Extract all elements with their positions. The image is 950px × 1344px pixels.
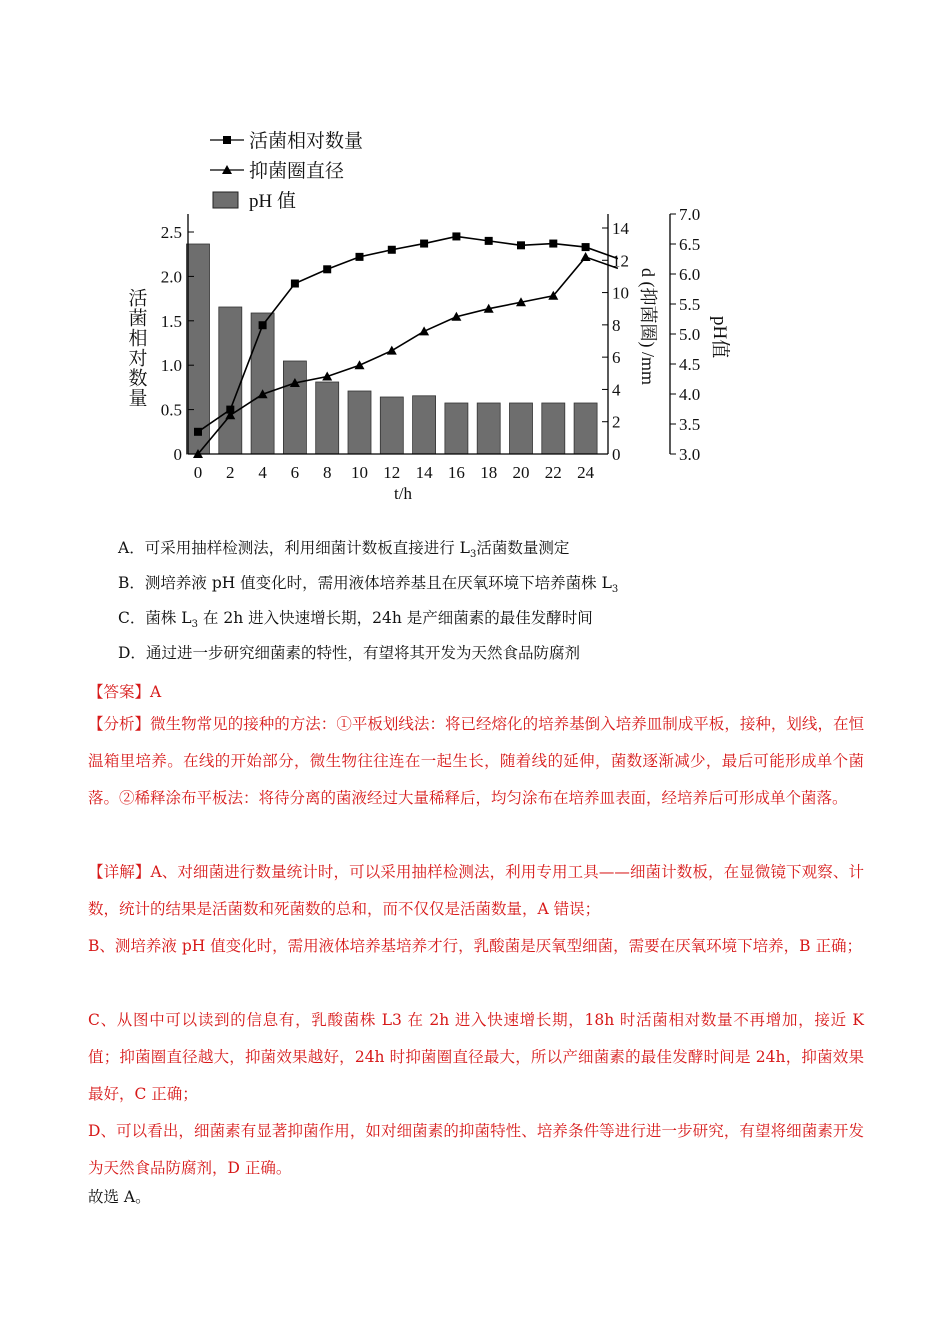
answer-label: 【答案】 (88, 683, 151, 701)
viable-count-point (388, 246, 396, 254)
detail-label: 【详解】 (88, 863, 151, 881)
legend-label: 抑菌圈直径 (249, 161, 345, 182)
left-axis-label: 活菌相对数量 (125, 288, 147, 408)
left-tick-label: 0.5 (160, 400, 182, 420)
option-a: A．可采用抽样检测法，利用细菌计数板直接进行 $L_3$活菌数量测定 (118, 539, 570, 561)
mid-tick-label: 4 (612, 380, 621, 400)
chart-legend (210, 130, 363, 212)
mid-tick-label: 8 (612, 315, 621, 335)
mid-tick-label: 14 (612, 219, 629, 238)
left-tick-label: 2.5 (160, 223, 182, 242)
legend-square-marker (223, 136, 231, 144)
x-tick-label: 14 (415, 463, 433, 482)
ph-bar (542, 403, 565, 454)
x-tick-label: 24 (577, 463, 595, 482)
viable-count-point (517, 241, 525, 249)
right-tick-label: 3.0 (679, 445, 701, 464)
ph-bar (445, 403, 468, 454)
mid-tick-label: 0 (612, 445, 621, 464)
viable-count-point (291, 280, 299, 288)
left-tick-label: 1.0 (160, 356, 182, 376)
x-tick-label: 0 (193, 463, 203, 482)
inhibition-point (581, 252, 591, 261)
right-tick-label: 7.0 (679, 205, 701, 224)
x-tick-label: 22 (544, 463, 562, 482)
mid-tick-label: 10 (612, 283, 629, 303)
right-tick-label: 5.0 (679, 325, 701, 344)
mid-tick-label: 6 (612, 348, 621, 368)
bacteria-chart (110, 118, 750, 508)
inhibition-point (419, 326, 429, 335)
ph-bar (380, 397, 403, 454)
inhibition-point (355, 360, 365, 369)
legend-label: 活菌相对数量 (249, 131, 364, 152)
viable-count-point (582, 243, 590, 251)
option-b: B．测培养液 pH 值变化时，需用液体培养基且在厌氧环境下培养菌株 $L_3$ (118, 574, 619, 596)
x-tick-label: 2 (226, 463, 235, 482)
option-d: D．通过进一步研究细菌素的特性，有望将其开发为天然食品防腐剂 (118, 644, 580, 662)
detail-d: D、可以看出，细菌素有显著抑菌作用，如对细菌素的抑菌特性、培养条件等进行进一步研究，有望将细菌素开发为天然食品防腐剂，D 正确。 (88, 1122, 864, 1177)
left-tick-label: 2.0 (160, 267, 182, 287)
ph-bar (413, 396, 436, 454)
ph-bar (510, 403, 533, 454)
right-tick-label: 4.5 (679, 355, 701, 374)
viable-count-point (485, 237, 493, 245)
x-tick-label: 8 (322, 463, 332, 482)
option-c: C．菌株 $L_3$ 在 2h 进入快速增长期，24h 是产细菌素的最佳发酵时间 (118, 609, 593, 631)
ph-bar (283, 361, 306, 454)
x-axis-label: t/h (394, 484, 412, 503)
detail-b: B、测培养液 pH 值变化时，需用液体培养基培养才行，乳酸菌是厌氧型细菌，需要在厌氧环境下培养，B 正确； (88, 937, 863, 955)
right-tick-label: 5.5 (679, 295, 701, 314)
viable-count-point (420, 240, 428, 248)
viable-count-point (549, 240, 557, 248)
legend-label: pH 值 (249, 191, 296, 212)
analysis-paragraph (88, 706, 864, 817)
ph-bar (187, 244, 210, 454)
right-tick-label: 3.5 (679, 415, 701, 434)
viable-count-point (452, 232, 460, 240)
left-tick-label: 1.5 (160, 311, 182, 331)
right-tick-label: 6.5 (679, 235, 701, 254)
detail-a-text: A、对细菌进行数量统计时，可以采用抽样检测法，利用专用工具——细菌计数板，在显微镜下观察、计数，统计的结果是活菌数和死菌数的总和，而不仅仅是活菌数量，A 错误； (88, 863, 864, 918)
analysis-label: 【分析】 (88, 715, 151, 733)
analysis-text: 微生物常见的接种的方法：①平板划线法：将已经熔化的培养基倒入培养皿制成平板，接种，划线，在恒温箱里培养。在线的开始部分，微生物往往连在一起生长，随着线的延伸，菌数逐渐减少，最后可能形成单个菌落。②稀释涂布平板法：将待分离的菌液经过大量稀释后，均匀涂布在培养皿表面，经培养后可形成单个菌落。 (88, 715, 864, 807)
x-tick-label: 20 (512, 463, 530, 482)
ph-bar (219, 307, 242, 454)
inhibition-point (387, 346, 397, 355)
ph-bar (348, 391, 371, 454)
x-tick-label: 6 (290, 463, 300, 482)
right-tick-label: 6.0 (679, 265, 701, 284)
legend-bar-swatch (213, 192, 238, 208)
mid-tick-label: 2 (612, 412, 621, 432)
right-axis-label: pH值 (709, 316, 730, 359)
answer-value: A (150, 683, 162, 701)
viable-count-point (323, 265, 331, 273)
ph-bar (251, 313, 274, 454)
conclusion: 故选 A。 (88, 1188, 151, 1206)
x-tick-label: 4 (258, 463, 267, 482)
mid-axis-label: d (抑菌圈) /mm (638, 268, 658, 385)
mid-tick-label: 12 (612, 251, 629, 271)
ph-bar (316, 382, 339, 454)
viable-count-point (194, 428, 202, 436)
detail-a (88, 854, 864, 928)
ph-bar (477, 403, 500, 454)
ph-bar (574, 403, 597, 454)
x-tick-label: 16 (447, 463, 465, 482)
viable-count-point (259, 321, 267, 329)
right-tick-label: 4.0 (679, 385, 701, 404)
x-tick-label: 12 (383, 463, 401, 482)
x-tick-label: 10 (351, 463, 368, 482)
detail-c: C、从图中可以读到的信息有，乳酸菌株 L3 在 2h 进入快速增长期，18h 时活菌相对数量不再增加，接近 K 值；抑菌圈直径越大，抑菌效果越好，24h 时抑菌圈直径最大，所以产细菌素的最佳发酵时间是 24h，抑菌效果最好，C 正确； (88, 1011, 864, 1103)
viable-count-point (356, 253, 364, 261)
left-tick-label: 0 (173, 445, 182, 464)
x-tick-label: 18 (480, 463, 498, 482)
